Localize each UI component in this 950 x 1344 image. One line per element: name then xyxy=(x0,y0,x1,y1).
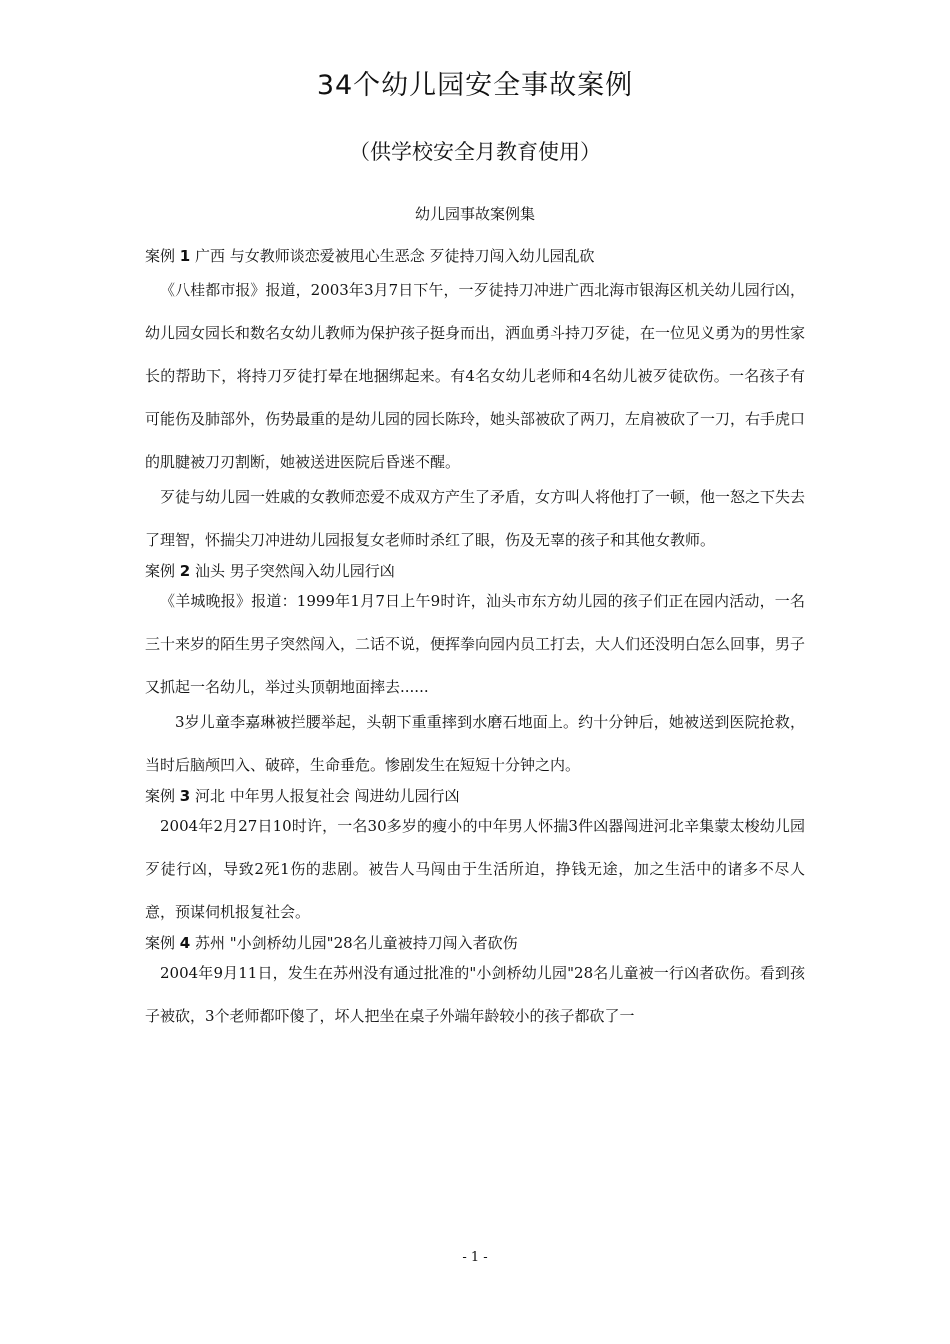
case-title: 广西 与女教师谈恋爱被甩心生恶念 歹徒持刀闯入幼儿园乱砍 xyxy=(195,247,595,265)
case-1-paragraph-1: 《八桂都市报》报道，2003年3月7日下午，一歹徒持刀冲进广西北海市银海区机关幼儿园行凶，幼儿园女园长和数名女幼儿教师为保护孩子挺身而出，洒血勇斗持刀歹徒，在一位见义勇为的男性家长的帮助下，将持刀歹徒打晕在地捆绑起来。有4名女幼儿老师和4名幼儿被歹徒砍伤。一名孩子有可能伤及肺部外，伤势最重的是幼儿园的园长陈玲，她头部被砍了两刀，左肩被砍了一刀，右手虎口的肌腱被刀刃割断，她被送进医院后昏迷不醒。 xyxy=(145,281,806,471)
collection-title: 幼儿园事故案例集 xyxy=(414,205,535,223)
case-title: 汕头 男子突然闯入幼儿园行凶 xyxy=(195,562,395,580)
case-number: 4 xyxy=(179,934,191,952)
case-prefix: 案例 xyxy=(145,787,176,805)
case-2-paragraph-1: 《羊城晚报》报道：1999年1月7日上午9时许，汕头市东方幼儿园的孩子们正在园内活动，一名三十来岁的陌生男子突然闯入，二话不说，便挥拳向园内员工打去，大人们还没明白怎么回事，男子又抓起一名幼儿，举过头顶朝地面摔去...... xyxy=(145,592,806,696)
case-number: 1 xyxy=(179,247,191,265)
document-title: 34个幼儿园安全事故案例 xyxy=(316,70,634,101)
case-prefix: 案例 xyxy=(145,247,176,265)
document-body xyxy=(145,243,805,1036)
case-4-paragraph-1: 2004年9月11日，发生在苏州没有通过批准的"小剑桥幼儿园"28名儿童被一行凶者砍伤。看到孩子被砍，3个老师都吓傻了，坏人把坐在桌子外端年龄较小的孩子都砍了一 xyxy=(145,964,805,1025)
case-number: 3 xyxy=(179,787,191,805)
document-subtitle: （供学校安全月教育使用） xyxy=(349,140,601,164)
case-prefix: 案例 xyxy=(145,562,176,580)
case-number: 2 xyxy=(179,562,191,580)
case-title: 苏州 "小剑桥幼儿园"28名儿童被持刀闯入者砍伤 xyxy=(195,934,518,952)
case-2-paragraph-2: 3岁儿童李嘉琳被拦腰举起，头朝下重重摔到水磨石地面上。约十分钟后，她被送到医院抢救，当时后脑颅凹入、破碎，生命垂危。惨剧发生在短短十分钟之内。 xyxy=(145,713,805,774)
page-number: - 1 - xyxy=(462,1250,488,1265)
case-3-paragraph-1: 2004年2月27日10时许，一名30多岁的瘦小的中年男人怀揣3件凶器闯进河北辛集蒙太梭幼儿园歹徒行凶，导致2死1伤的悲剧。被告人马闯由于生活所迫，挣钱无途，加之生活中的诸多不尽人意，预谋伺机报复社会。 xyxy=(145,817,805,921)
case-title: 河北 中年男人报复社会 闯进幼儿园行凶 xyxy=(195,787,460,805)
case-prefix: 案例 xyxy=(145,934,176,952)
case-1-paragraph-2: 歹徒与幼儿园一姓戚的女教师恋爱不成双方产生了矛盾，女方叫人将他打了一顿，他一怒之下失去了理智，怀揣尖刀冲进幼儿园报复女老师时杀红了眼，伤及无辜的孩子和其他女教师。 xyxy=(145,488,806,549)
